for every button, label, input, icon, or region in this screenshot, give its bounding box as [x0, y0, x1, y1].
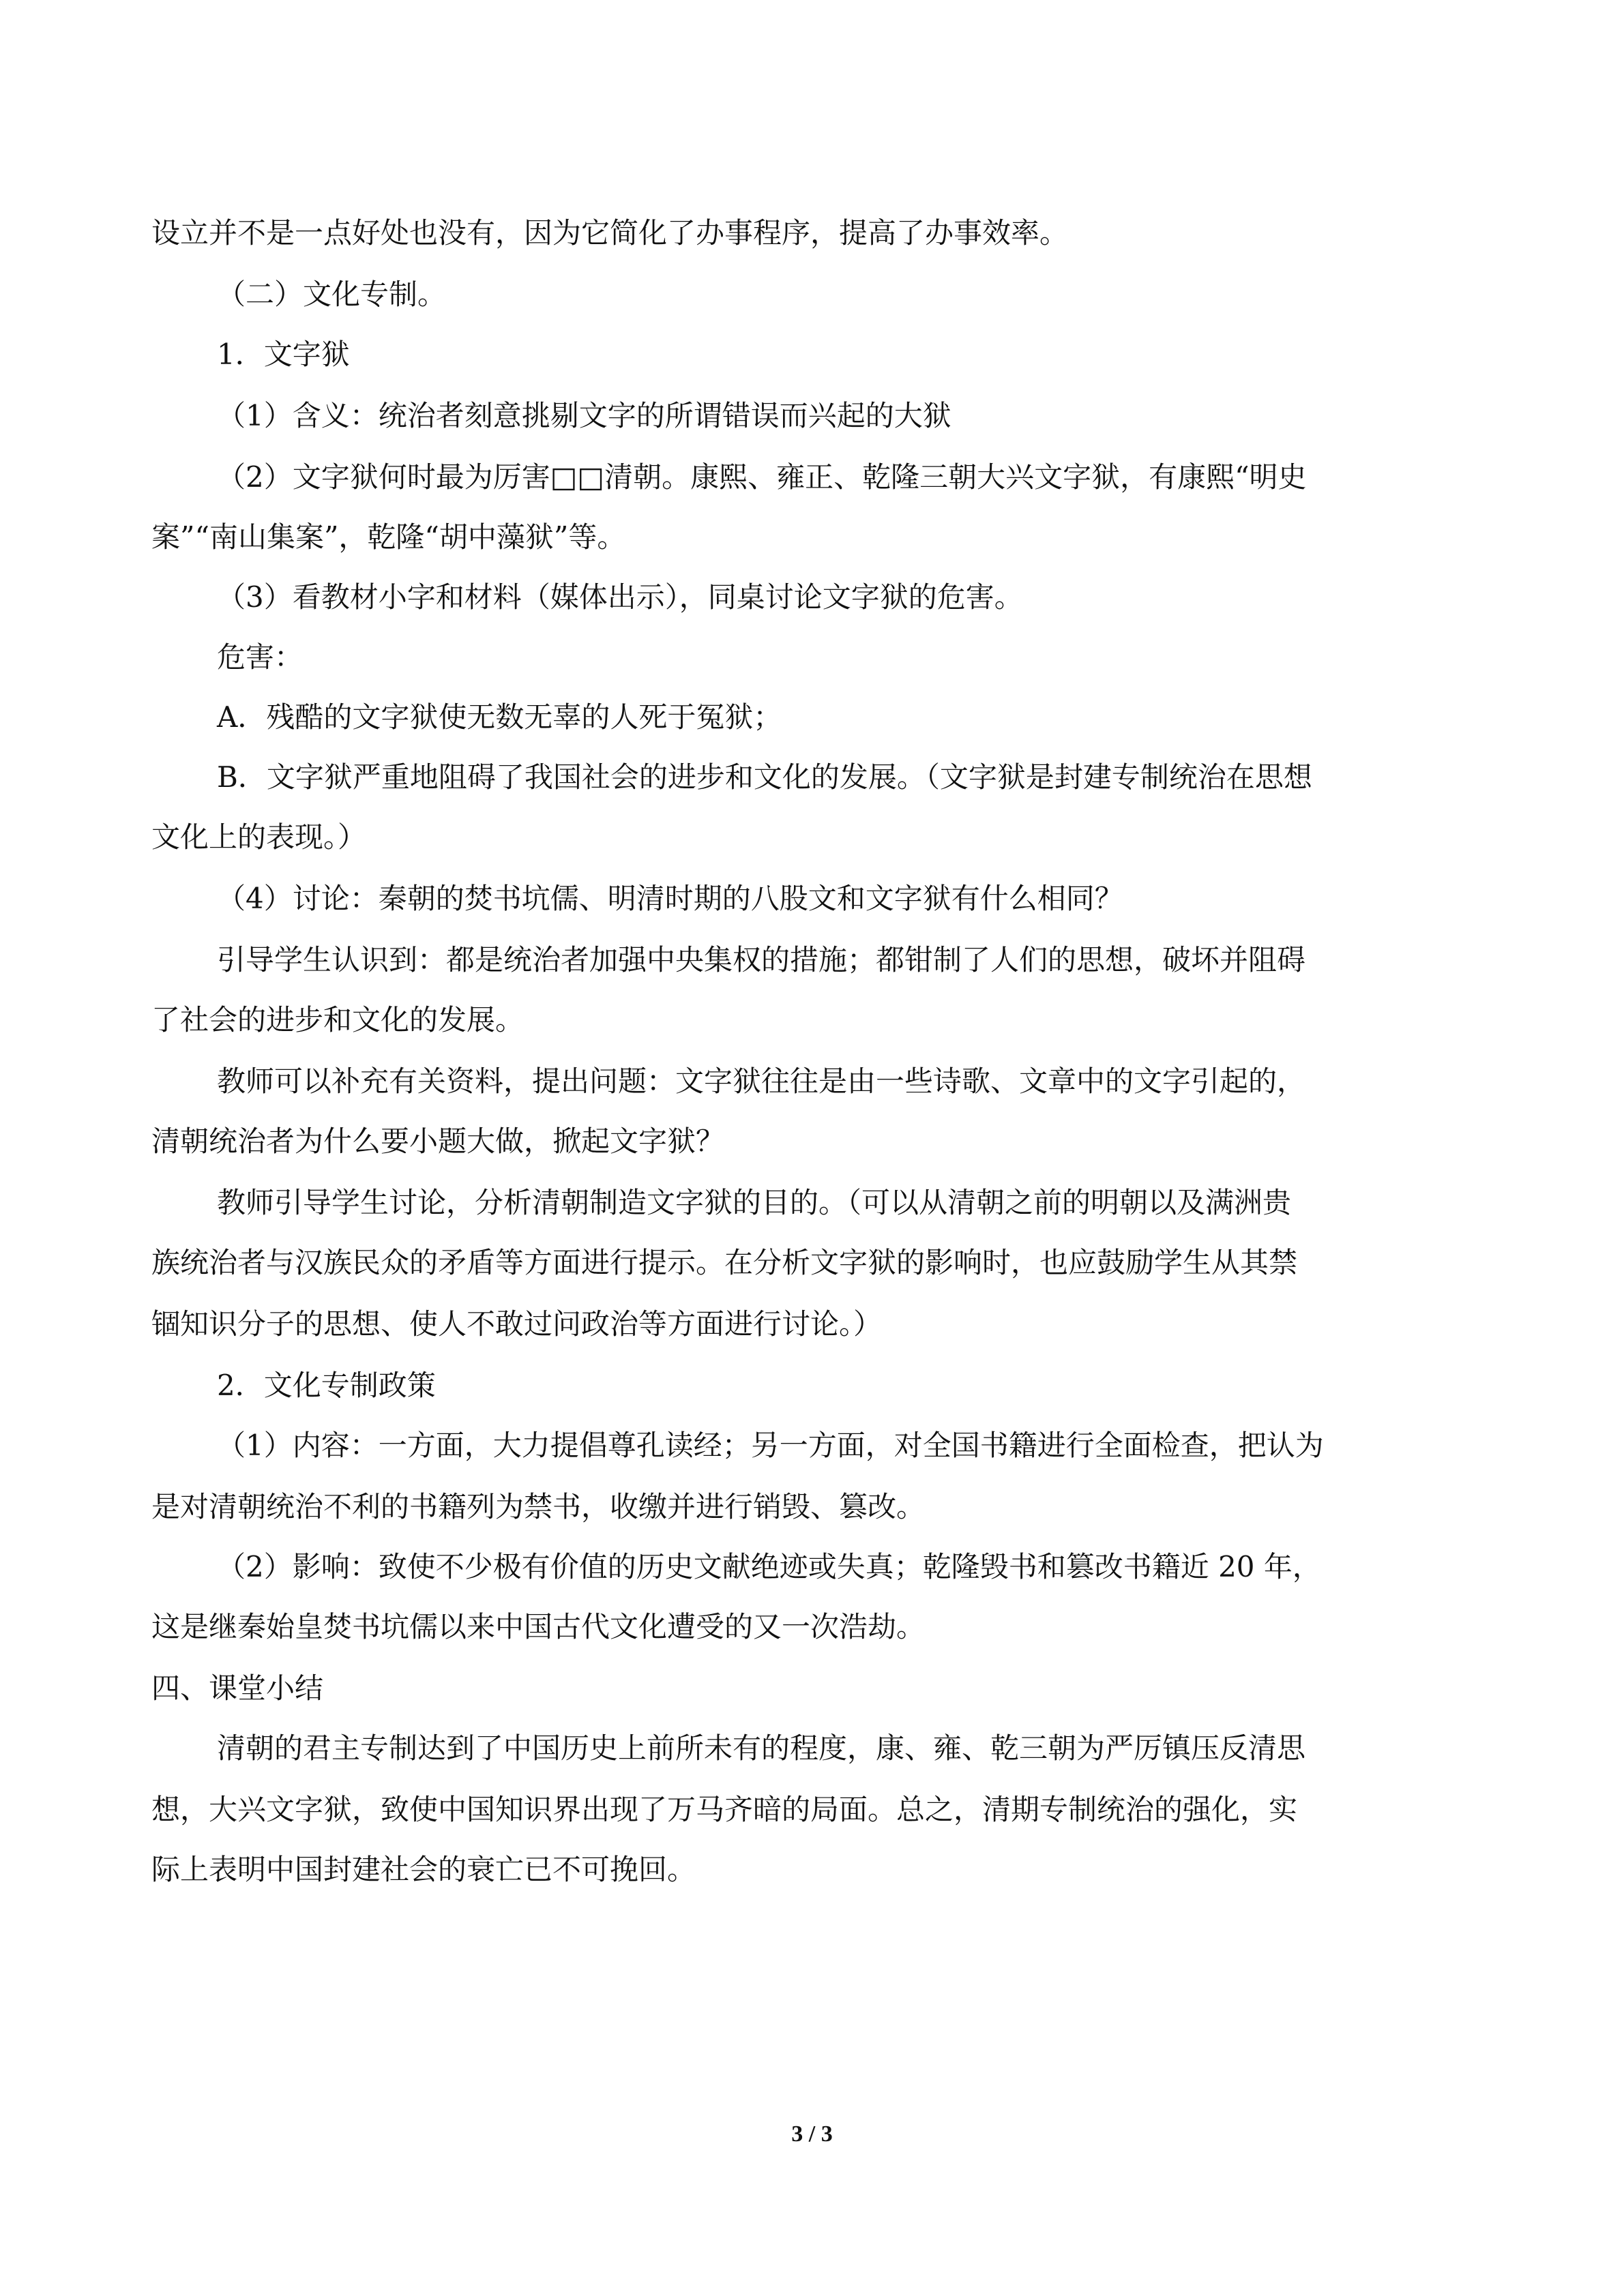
text-line-summary-end: 际上表明中国封建社会的衰亡已不可挽回。	[151, 1853, 696, 1886]
text-line-summary: 清朝的君主专制达到了中国历史上前所未有的程度，康、雍、乾三朝为严厉镇压反清思	[217, 1731, 1306, 1765]
text-line-teacher-question: 教师可以补充有关资料，提出问题：文字狱往往是由一些诗歌、文章中的文字引起的，	[217, 1064, 1306, 1098]
text-line-policy-impact-cont: 这是继秦始皇焚书坑儒以来中国古代文化遭受的又一次浩劫。	[151, 1610, 926, 1643]
text-line-body: 设立并不是一点好处也没有，因为它简化了办事程序，提高了办事效率。	[151, 216, 1069, 250]
text-line-when-cont: 案”“南山集案”，乾隆“胡中藻狱”等。	[151, 520, 626, 554]
text-line-harm-b-cont: 文化上的表现。）	[151, 820, 367, 854]
text-line-guidance: 引导学生认识到：都是统治者加强中央集权的措施；都钳制了人们的思想，破坏并阻碍	[217, 943, 1306, 976]
text-line-summary-cont: 想，大兴文字狱，致使中国知识界出现了万马齐暗的局面。总之，清期专制统治的强化，实	[151, 1793, 1298, 1826]
text-line-teacher-guide-cont: 族统治者与汉族民众的矛盾等方面进行提示。在分析文字狱的影响时，也应鼓励学生从其禁	[151, 1246, 1298, 1279]
text-line-discussion-question: （4）讨论：秦朝的焚书坑儒、明清时期的八股文和文字狱有什么相同？	[217, 882, 1123, 915]
subheading-literary-inquisition: 1．文字狱	[217, 338, 350, 371]
text-line-harm-label: 危害：	[217, 640, 304, 674]
section-heading-cultural-autocracy: （二）文化专制。	[217, 278, 447, 311]
text-line-discussion-task: （3）看教材小字和材料（媒体出示），同桌讨论文字狱的危害。	[217, 580, 1023, 614]
subheading-cultural-policy: 2．文化专制政策	[217, 1369, 436, 1402]
text-line-guidance-cont: 了社会的进步和文化的发展。	[151, 1003, 525, 1037]
text-line-harm-b: B．文字狱严重地阻碍了我国社会的进步和文化的发展。（文字狱是封建专制统治在思想	[217, 760, 1312, 794]
text-line-definition: （1）含义：统治者刻意挑剔文字的所谓错误而兴起的大狱	[217, 399, 951, 432]
text-line-policy-impact: （2）影响：致使不少极有价值的历史文献绝迹或失真；乾隆毁书和篡改书籍近 20 年，	[217, 1550, 1321, 1583]
page-number: 3 / 3	[791, 2121, 833, 2147]
text-line-policy-content-cont: 是对清朝统治不利的书籍列为禁书，收缴并进行销毁、篡改。	[151, 1490, 926, 1523]
text-line-policy-content: （1）内容：一方面，大力提倡尊孔读经；另一方面，对全国书籍进行全面检查，把认为	[217, 1429, 1324, 1462]
text-line-teacher-guide-end: 锢知识分子的思想、使人不敢过问政治等方面进行讨论。）	[151, 1307, 883, 1341]
text-line-when: （2）文字狱何时最为厉害□□清朝。康熙、雍正、乾隆三朝大兴文字狱，有康熙“明史	[217, 460, 1307, 494]
text-line-teacher-guide: 教师引导学生讨论，分析清朝制造文字狱的目的。（可以从清朝之前的明朝以及满洲贵	[217, 1186, 1292, 1219]
section-heading-summary: 四、课堂小结	[151, 1671, 324, 1705]
text-line-teacher-question-cont: 清朝统治者为什么要小题大做，掀起文字狱？	[151, 1124, 725, 1158]
text-line-harm-a: A．残酷的文字狱使无数无辜的人死于冤狱；	[217, 700, 782, 734]
